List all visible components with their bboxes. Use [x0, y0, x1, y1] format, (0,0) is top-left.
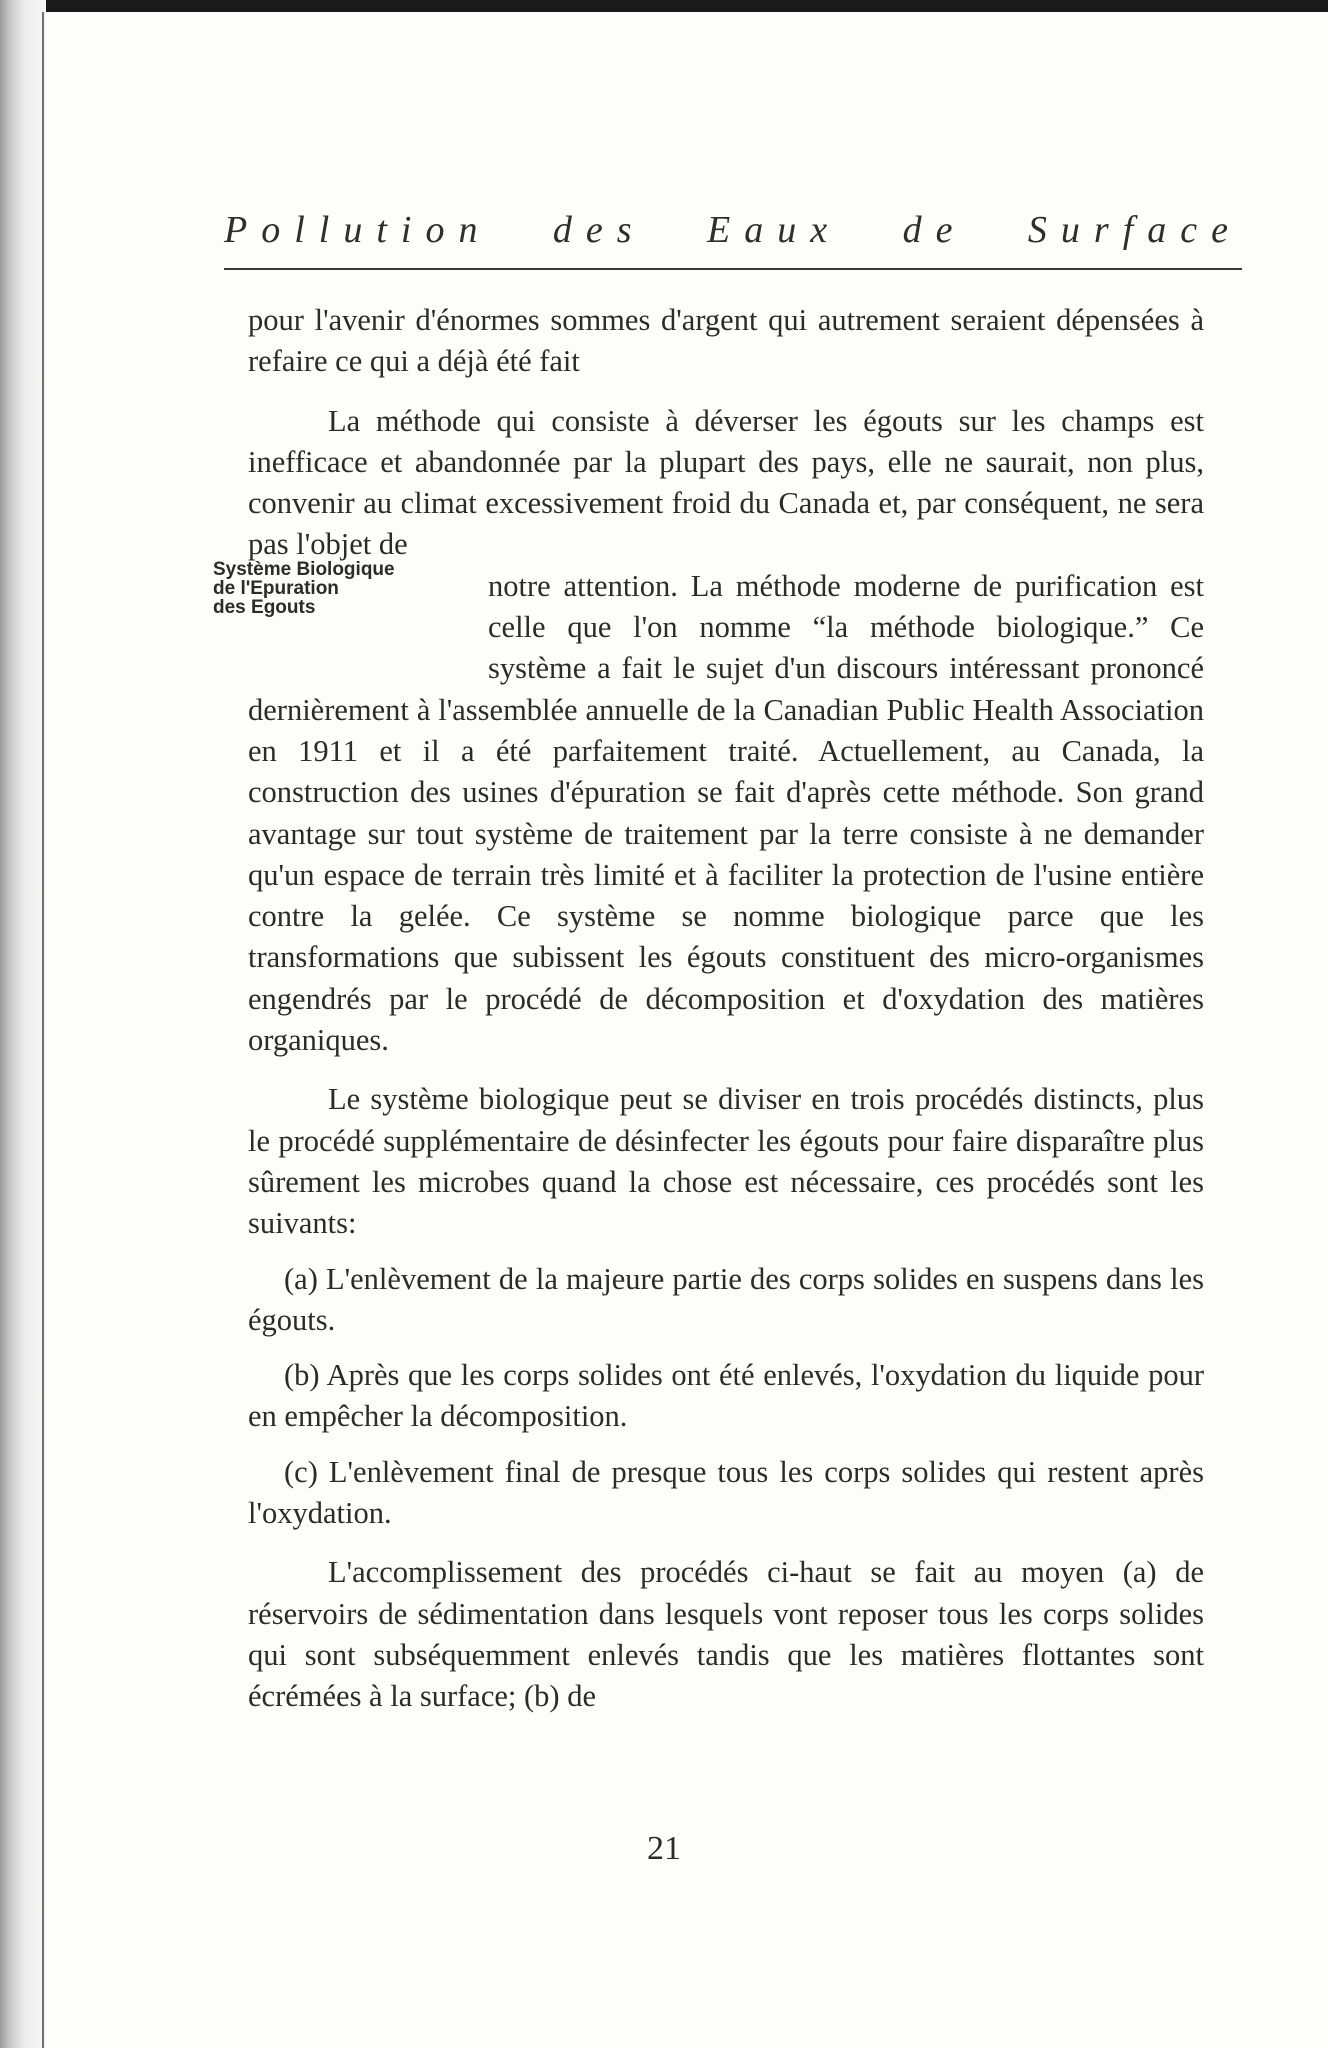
page-binding-line	[42, 12, 44, 2048]
list-item-c: (c) L'enlèvement final de presque tous les corps solides qui restent après l'oxydation.	[248, 1454, 1204, 1531]
list-item-b: (b) Après que les corps solides ont été enlevés, l'oxydation du liquide pour en empêcher la décomposition.	[248, 1358, 1204, 1434]
margin-note-line-2: de l'Epuration	[213, 578, 339, 599]
running-title: Pollution des Eaux de Surface	[224, 209, 1242, 251]
list-item-a: (a) L'enlèvement de la majeure partie des corps solides en suspens dans les égouts.	[248, 1261, 1204, 1337]
paragraph-4: L'accomplissement des procédés ci-haut se fait au moyen (a) de réservoirs de sédimentation dans lesquels vont reposer tous les corps solides qui sont subséquemment enlevés tandis que les matières flottantes sont écrémées à la surface; (b) de	[248, 1555, 1204, 1714]
scan-top-border	[0, 0, 1328, 12]
margin-note-line-3: des Egouts	[213, 597, 316, 618]
header-rule	[224, 268, 1242, 270]
paragraph-2b	[248, 566, 1204, 1062]
page-number: 21	[647, 1830, 681, 1867]
paragraph-3: Le système biologique peut se diviser en trois procédés distincts, plus le procédé supplémentaire de désinfecter les égouts pour faire disparaître plus sûrement les microbes quand la chose est nécessaire, ces procédés sont les suivants:	[248, 1082, 1204, 1241]
page-binding-shadow	[0, 0, 46, 2048]
paragraph-2b-text: notre attention. La méthode moderne de purification est celle que l'on nomme “la méthode biologique.” Ce système a fait le sujet d'un discours intéressant prononcé dernièrement à l'assemblée annuelle de la Canadian Public Health Association en 1911 et il a été parfaitement traité. Actuellement, au Canada, la construction des usines d'épuration se fait d'après cette méthode. Son grand avantage sur tout système de traitement par la terre consiste à ne demander qu'un espace de terrain très limité et à faciliter la protection de l'usine entière contre la gelée. Ce système se nomme biologique parce que les transformations que subissent les égouts constituent des micro-organismes engendrés par le procédé de décomposition et d'oxydation des matières organiques.	[248, 568, 1204, 1058]
paragraph-2a: La méthode qui consiste à déverser les égouts sur les champs est inefficace et abandonnée par la plupart des pays, elle ne saurait, non plus, convenir au climat excessivement froid du Canada et, par conséquent, ne sera pas l'objet de	[248, 403, 1204, 562]
margin-note-space	[248, 566, 488, 686]
running-header	[224, 208, 1242, 264]
paragraph-1: pour l'avenir d'énormes sommes d'argent qui autrement seraient dépensées à refaire ce qui a déjà été fait	[248, 303, 1204, 379]
margin-note-line-1: Système Biologique	[213, 559, 395, 580]
body-text	[248, 300, 1204, 1718]
